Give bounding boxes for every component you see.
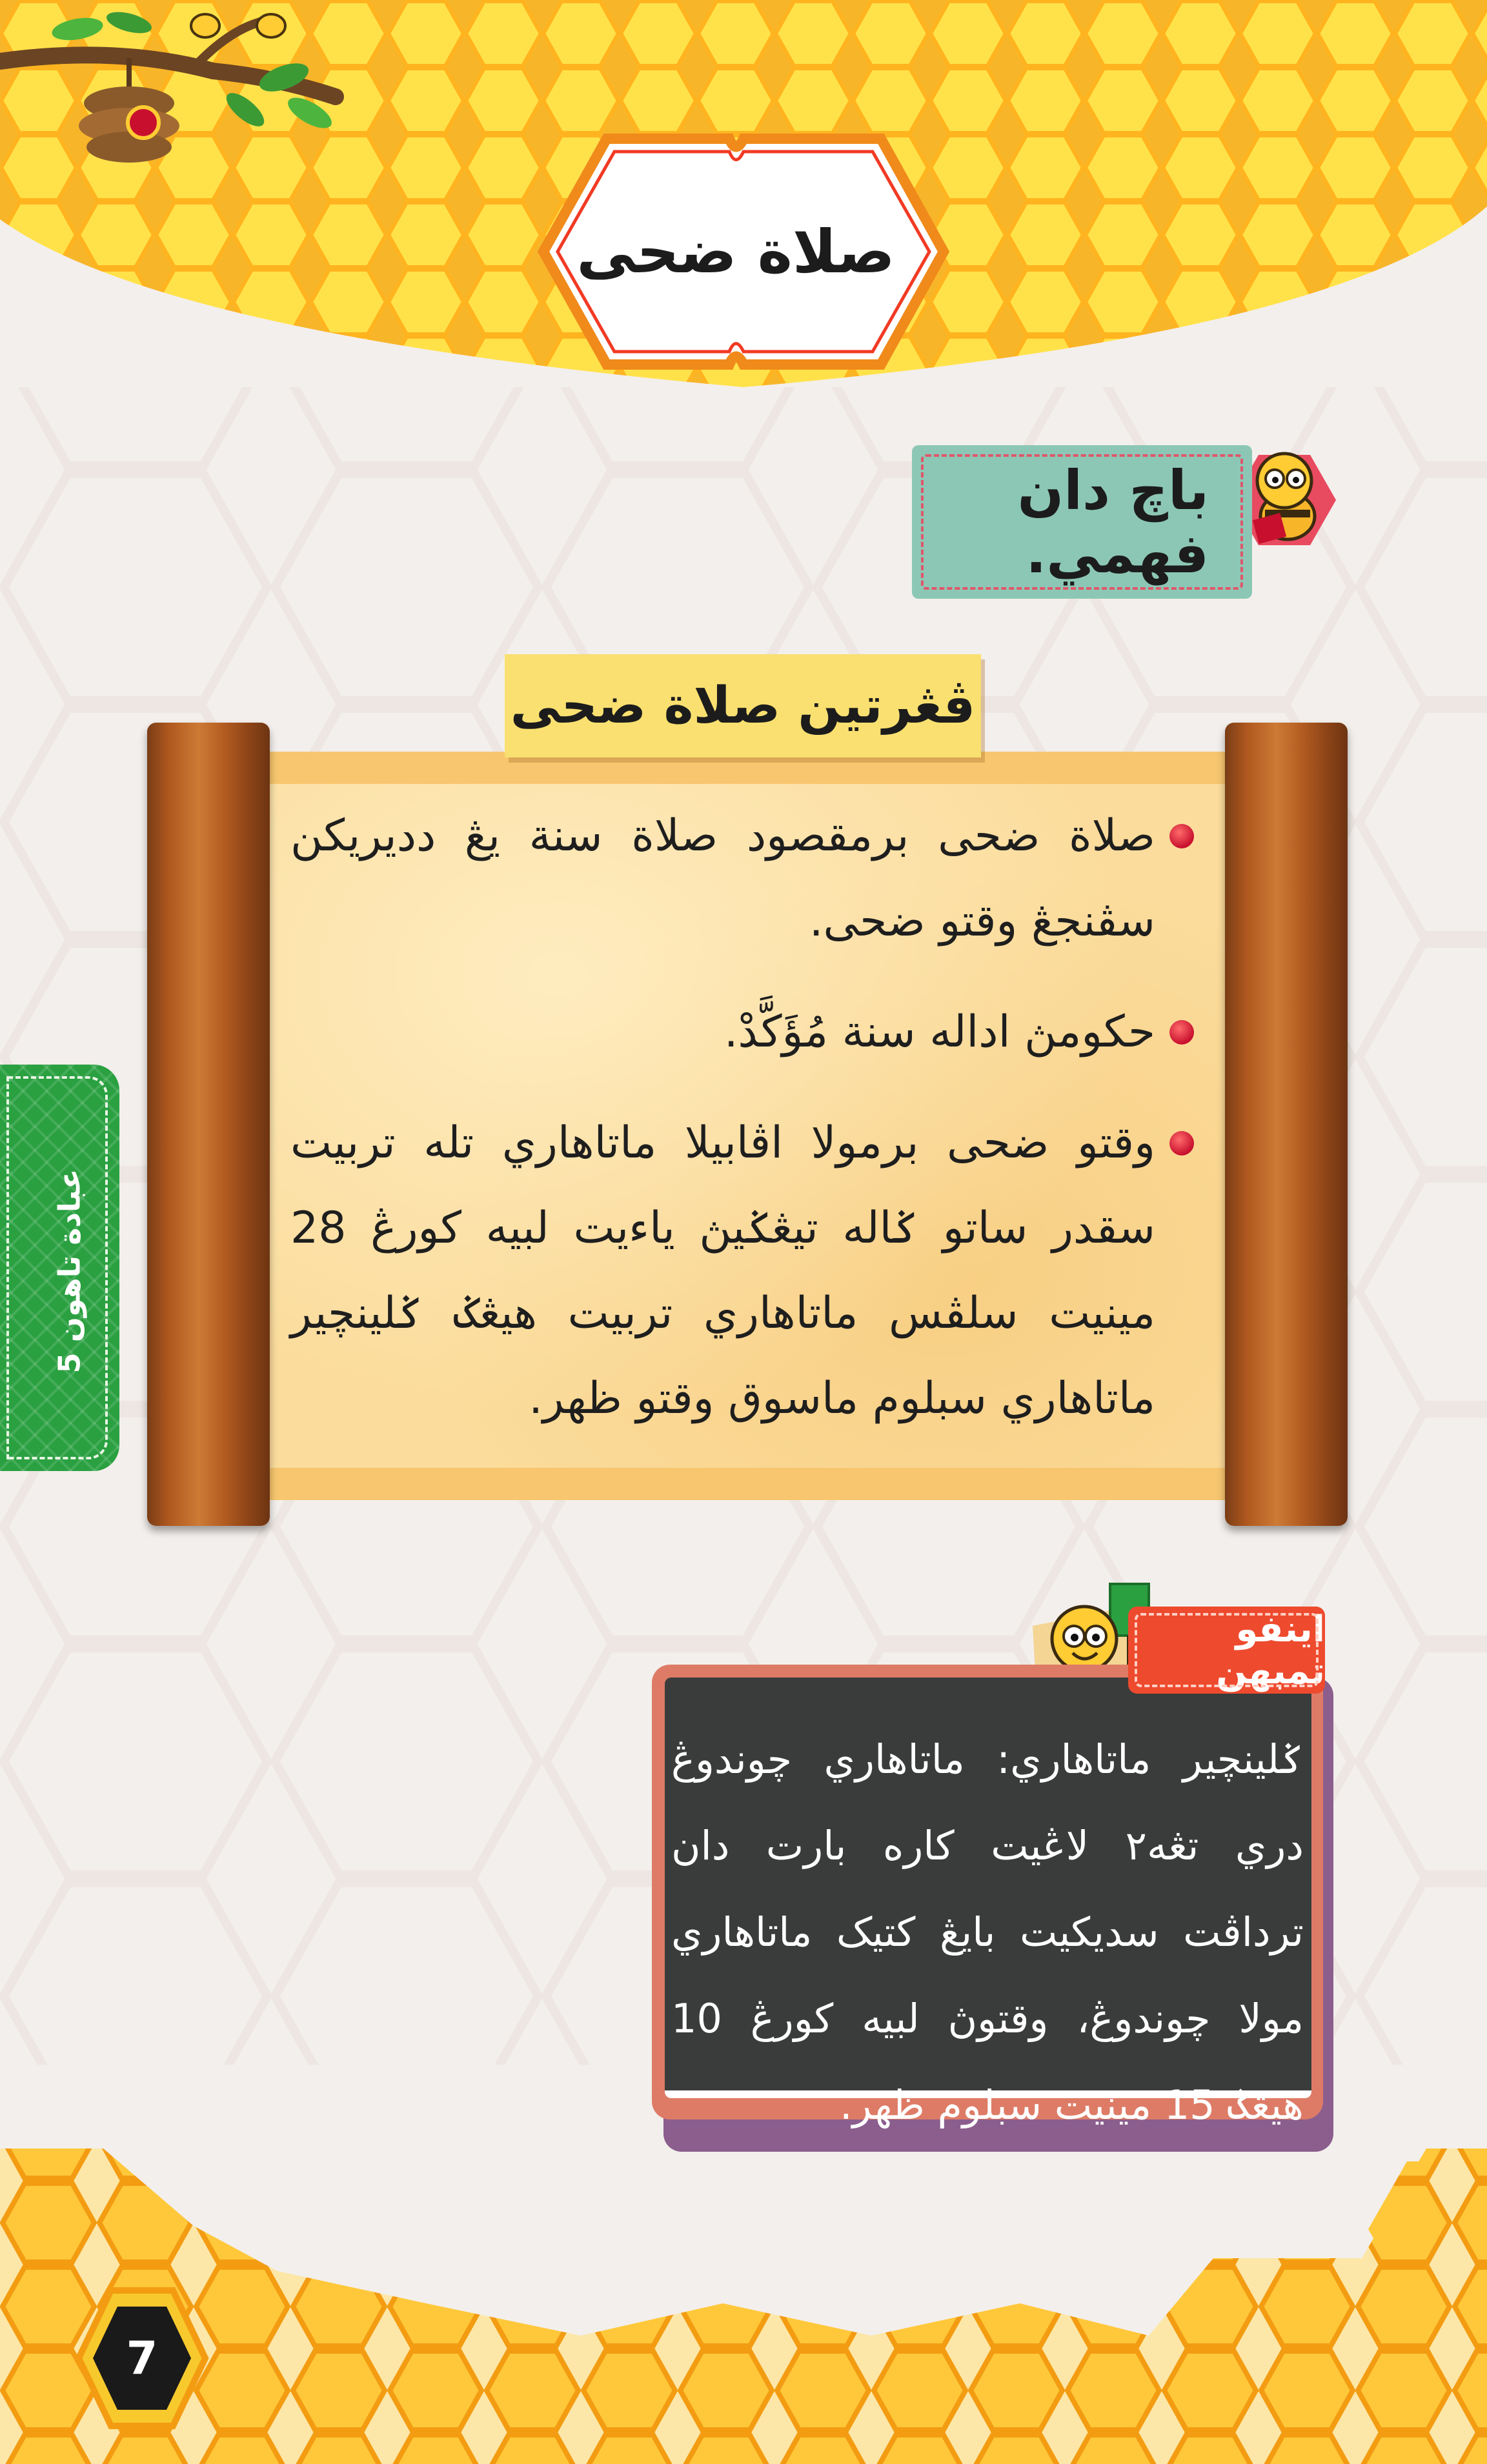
chapter-side-label-text: عبادة تاهون 5 (52, 1168, 87, 1374)
chapter-side-label (14, 1103, 124, 1439)
bullet-text: حكومڽ اداله سنة مُؤَكَّدْ. (723, 1007, 1155, 1057)
bullet-text: وقتو ضحى برمولا اڤابيلا ماتاهاري تله تربيت سقدر ساتو ݢاله تيڠݢيڽ ياءيت لبيه كورڠ 28 مينيت سلڤس ماتاهاري تربيت هيڠݢ ݢلينچير ماتاهاري سبلوم ماسوق وقتو ظهر. (290, 1117, 1155, 1424)
info-badge: اينفو تمبهن (1128, 1607, 1325, 1694)
bullet-dot-icon (1169, 1020, 1194, 1045)
bullet-dot-icon (1169, 824, 1194, 848)
scroll-edge-bottom (265, 1468, 1239, 1500)
scroll-heading: ڤڠرتين صلاة ضحى (505, 654, 981, 757)
list-item (290, 990, 1194, 1075)
bullet-list (290, 794, 1194, 1467)
info-text: ݢلينچير ماتاهاري: ماتاهاري چوندوڠ دري تڠه٢ لاڠيت كاره بارت دان ترداڤت سديكيت بايڠ كتيک ماتاهاري مولا چوندوڠ، وقتوڽ لبيه كورڠ 10 هيڠݢ 15 مينيت سبلوم ظهر. (671, 1736, 1304, 2128)
page-title: صلاة ضحى (576, 217, 895, 286)
page-number: 7 (126, 2332, 158, 2385)
bullet-text: صلاة ضحى برمقصود صلاة سنة يڠ دديريكن سڤنجڠ وقتو ضحى. (290, 810, 1155, 947)
list-item (290, 1101, 1194, 1441)
scroll-rod-right (1225, 723, 1348, 1526)
scroll-rod-left (147, 723, 270, 1526)
lesson-tag-label: باچ دان فهمي. (1017, 459, 1209, 585)
list-item (290, 794, 1194, 964)
bullet-dot-icon (1169, 1131, 1194, 1156)
